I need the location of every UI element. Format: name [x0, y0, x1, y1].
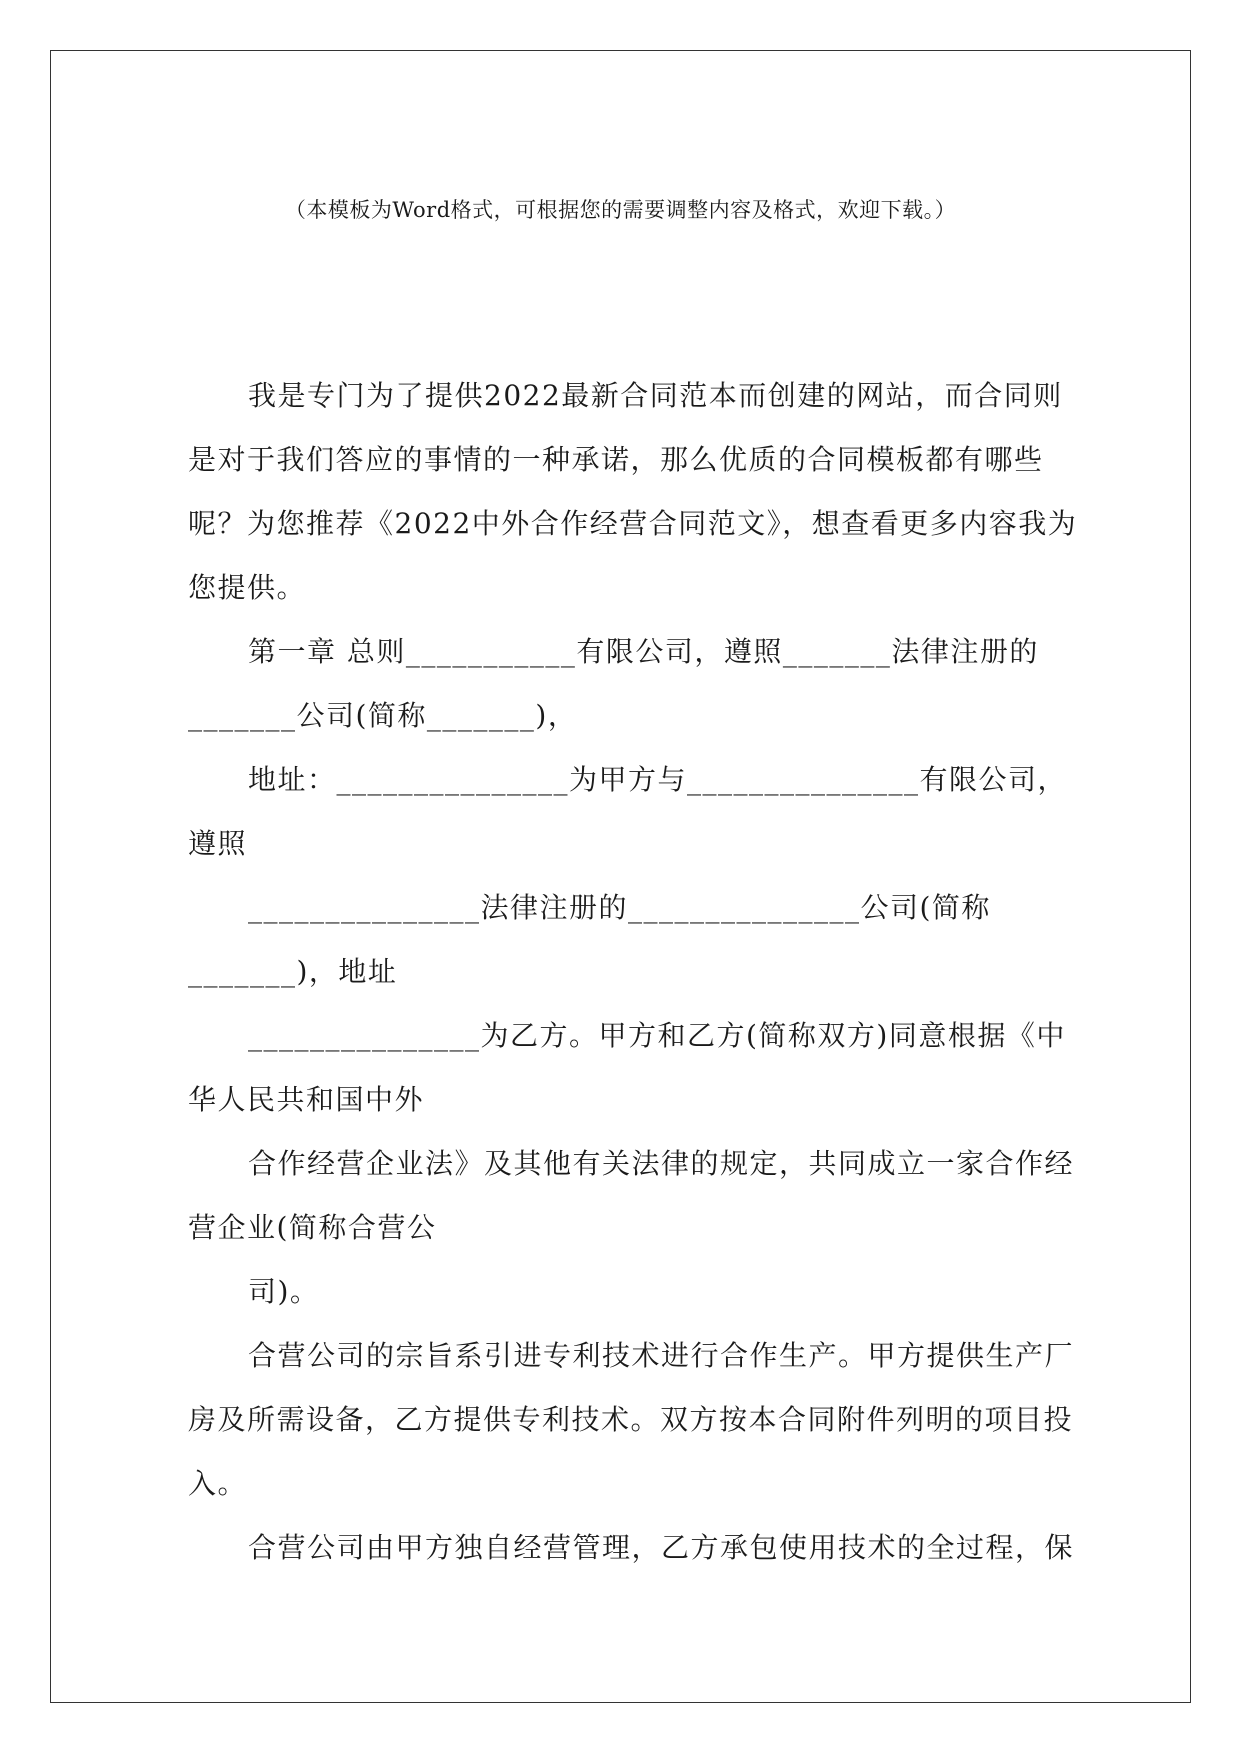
body-line: 是对于我们答应的事情的一种承诺，那么优质的合同模板都有哪些 — [188, 443, 1044, 476]
body-line: 第一章 总则___________有限公司，遵照_______法律注册的 — [248, 635, 1039, 668]
body-line: 您提供。 — [188, 571, 307, 604]
body-line: 合营公司由甲方独自经营管理，乙方承包使用技术的全过程，保 — [248, 1531, 1075, 1564]
body-line: 呢？为您推荐《2022中外合作经营合同范文》，想查看更多内容我为 — [188, 507, 1078, 540]
body-line: _______________为乙方。甲方和乙方(简称双方)同意根据《中 — [248, 1019, 1066, 1052]
body-line: 入。 — [188, 1467, 248, 1500]
template-note: （本模板为Word格式，可根据您的需要调整内容及格式，欢迎下载。） — [284, 198, 957, 222]
body-line: _______________法律注册的_______________公司(简称 — [248, 891, 991, 924]
body-line: 合作经营企业法》及其他有关法律的规定，共同成立一家合作经 — [248, 1147, 1075, 1180]
body-line: 房及所需设备，乙方提供专利技术。双方按本合同附件列明的项目投 — [188, 1403, 1074, 1436]
body-line: 我是专门为了提供2022最新合同范本而创建的网站，而合同则 — [248, 379, 1063, 412]
body-line: 地址：_______________为甲方与_______________有限公司， — [248, 763, 1068, 796]
body-line: _______公司(简称_______)， — [188, 699, 578, 732]
body-line: 华人民共和国中外 — [188, 1083, 425, 1116]
body-line: _______)，地址 — [188, 955, 398, 988]
body-line: 营企业(简称合营公 — [188, 1211, 437, 1244]
body-line: 司)。 — [248, 1275, 320, 1308]
document-body — [188, 364, 1078, 1580]
body-line: 合营公司的宗旨系引进专利技术进行合作生产。甲方提供生产厂 — [248, 1339, 1075, 1372]
body-line: 遵照 — [188, 827, 248, 860]
